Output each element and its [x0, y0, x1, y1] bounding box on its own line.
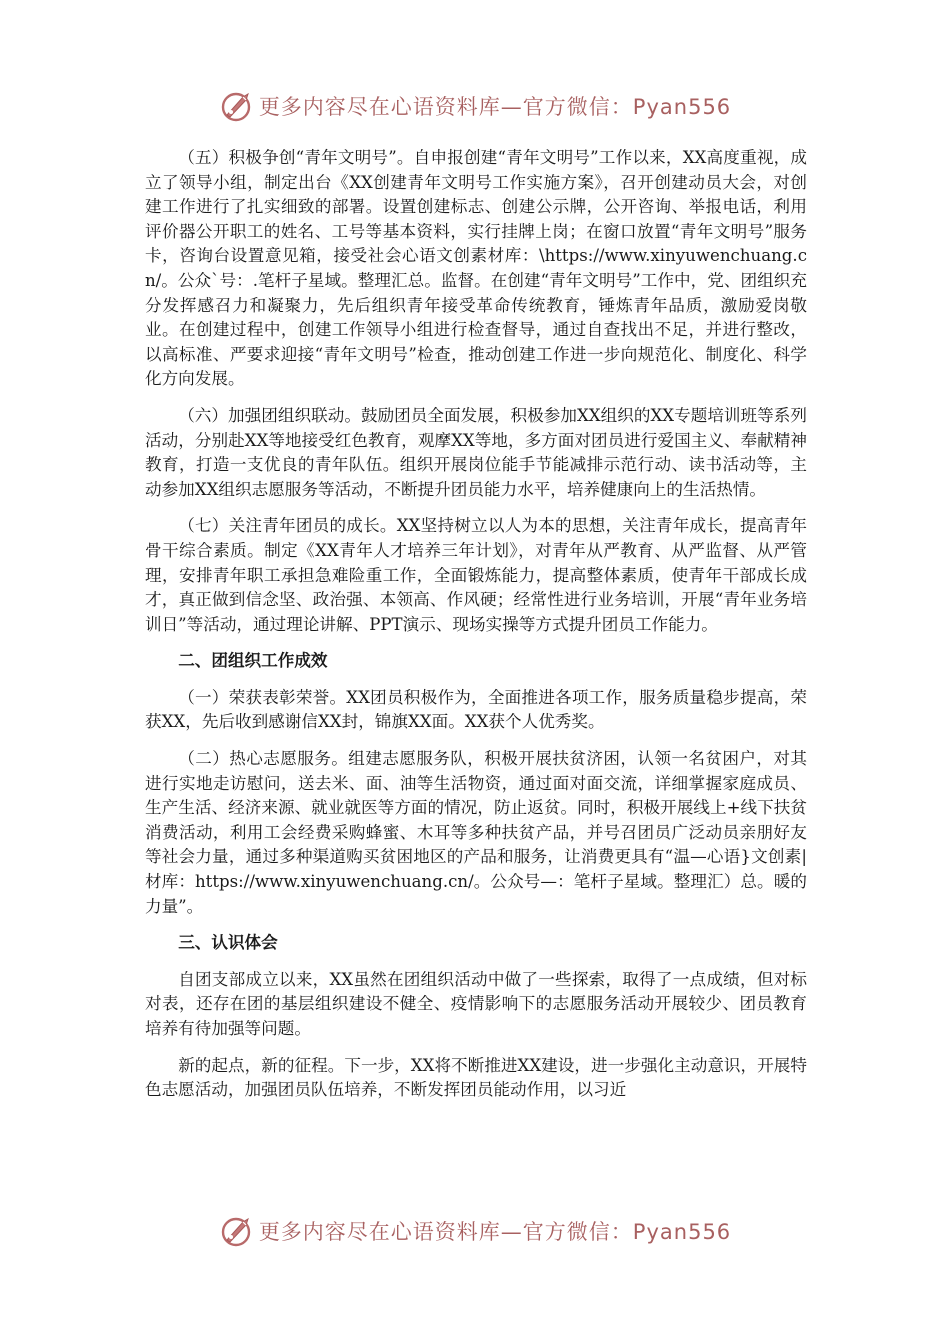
watermark-banner-top [0, 86, 950, 126]
section-heading-reflections: 三、认识体会 [178, 933, 278, 953]
watermark-banner-bottom [0, 1211, 950, 1251]
paragraph-youth-growth: （七）关注青年团员的成长。XX坚持树立以人为本的思想，关注青年成长，提高青年骨干综合素质。制定《XX青年人才培养三年计划》，对青年从严教育、从严监督、从严管理，安排青年职工承担急难险重工作，全面锻炼能力，提高整体素质，使青年干部成长成才，真正做到信念坚、政治强、本领高、作风硬；经常性进行业务培训，开展“青年业务培训日”等活动，通过理论讲解、PPT演示、现场实操等方式提升团员工作能力。 [145, 516, 807, 634]
paragraph-reflections: 自团支部成立以来，XX虽然在团组织活动中做了一些探索，取得了一点成绩，但对标对表，还存在团的基层组织建设不健全、疫情影响下的志愿服务活动开展较少、团员教育培养有待加强等问题。 [145, 969, 807, 1038]
paragraph-youth-civilization: （五）积极争创“青年文明号”。自申报创建“青年文明号”工作以来，XX高度重视，成立了领导小组，制定出台《XX创建青年文明号工作实施方案》，召开创建动员大会，对创建工作进行了扎实细致的部署。设置创建标志、创建公示牌，公开咨询、举报电话，利用评价器公开职工的姓名、工号等基本资料，实行挂牌上岗；在窗口放置“青年文明号”服务卡，咨询台设置意见箱，接受社会心语文创素材库：\https://www.xinyuwenchuang.cn/。公众`号：.笔杆子星域。整理汇总。监督。在创建“青年文明号”工作中，党、团组织充分发挥感召力和凝聚力，先后组织青年接受革命传统教育，锤炼青年品质，激励爱岗敬业。在创建过程中，创建工作领导小组进行检查督导，通过自查找出不足，并进行整改，以高标准、严要求迎接“青年文明号”检查，推动创建工作进一步向规范化、制度化、科学化方向发展。 [145, 148, 807, 389]
watermark-text: 更多内容尽在心语资料库—官方微信：Pyan556 [258, 95, 732, 119]
paragraph-honors: （一）荣获表彰荣誉。XX团员积极作为，全面推进各项工作，服务质量稳步提高，荣获XX，先后收到感谢信XX封，锦旗XX面。XX获个人优秀奖。 [145, 687, 807, 732]
paragraph-next-steps: 新的起点，新的征程。下一步，XX将不断推进XX建设，进一步强化主动意识，开展特色志愿活动，加强团员队伍培养，不断发挥团员能动作用，以习近 [145, 1055, 807, 1100]
watermark-text: 更多内容尽在心语资料库—官方微信：Pyan556 [258, 1220, 732, 1244]
paragraph-league-linkage: （六）加强团组织联动。鼓励团员全面发展，积极参加XX组织的XX专题培训班等系列活动，分别赴XX等地接受红色教育，观摩XX等地，多方面对团员进行爱国主义、奉献精神教育，打造一支优良的青年队伍。组织开展岗位能手节能减排示范行动、读书活动等，主动参加XX组织志愿服务等活动，不断提升团员能力水平，培养健康向上的生活热情。 [145, 405, 807, 499]
paragraph-volunteer-service: （二）热心志愿服务。组建志愿服务队，积极开展扶贫济困，认领一名贫困户，对其进行实地走访慰问，送去米、面、油等生活物资，通过面对面交流，详细掌握家庭成员、生产生活、经济来源、就业就医等方面的情况，防止返贫。同时，积极开展线上+线下扶贫消费活动，利用工会经费采购蜂蜜、木耳等多种扶贫产品，并号召团员广泛动员亲朋好友等社会力量，通过多种渠道购买贫困地区的产品和服务，让消费更具有“温—心语}文创素|材库：https://www.xinyuwenchuang.cn/。公众号—：笔杆子星域。整理汇）总。暖的力量”。 [145, 749, 807, 916]
section-heading-results: 二、团组织工作成效 [178, 651, 328, 671]
document-body [145, 146, 807, 1115]
pen-nib-logo-icon [219, 88, 255, 124]
pen-nib-logo-icon [219, 1213, 255, 1249]
